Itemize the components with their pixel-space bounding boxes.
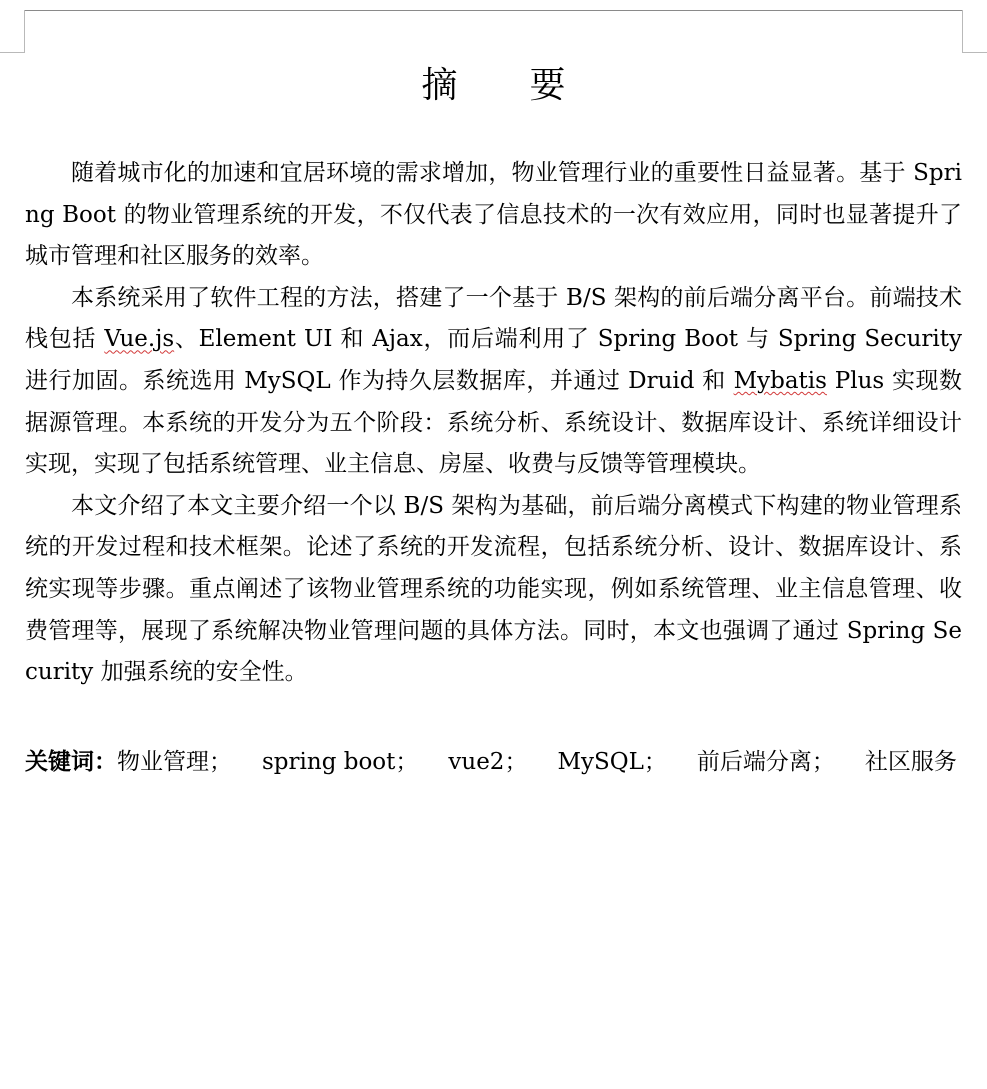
abstract-paragraph-1: 随着城市化的加速和宜居环境的需求增加，物业管理行业的重要性日益显著。基于 Spring Boot 的物业管理系统的开发，不仅代表了信息技术的一次有效应用，同时也显著提升了城市管理和社区服务的效率。 — [25, 160, 962, 270]
header-rule — [25, 10, 962, 11]
abstract-paragraph-2 — [25, 278, 962, 486]
paragraph-2-text-a: 本系统采用了软件工程的方法，搭建了一个基于 B/S 架构的前后端分离平台。前端技术栈包括 — [25, 284, 962, 353]
keywords-line — [25, 740, 962, 784]
keyword-item: 前后端分离； — [696, 749, 835, 775]
keyword-item: 物业管理； — [117, 749, 232, 775]
title-char-1: 摘 — [421, 65, 458, 106]
abstract-body — [25, 153, 962, 694]
paragraph-2-text-b: 、Element UI 和 Ajax，而后端利用了 Spring Boot 与 Spring Security 进行加固。系统选用 MySQL 作为持久层数据库，并通过 Druid 和 — [25, 326, 963, 394]
title-char-2: 要 — [529, 65, 566, 106]
crop-mark-top-left — [0, 10, 25, 53]
paragraph-2-text-c: Plus 实现数据源管理。本系统的开发分为五个阶段：系统分析、系统设计、数据库设计、系统详细设计实现，实现了包括系统管理、业主信息、房屋、收费与反馈等管理模块。 — [25, 367, 963, 478]
keyword-item: spring boot； — [262, 749, 419, 775]
page-title — [25, 60, 962, 112]
keyword-item: 社区服务 — [864, 749, 957, 775]
keywords-label: 关键词： — [25, 749, 117, 775]
crop-mark-top-right — [962, 10, 987, 53]
spellcheck-word-mybatis: Mybatis — [733, 367, 827, 394]
keyword-item: vue2； — [448, 749, 528, 775]
abstract-paragraph-3: 本文介绍了本文主要介绍一个以 B/S 架构为基础，前后端分离模式下构建的物业管理系统的开发过程和技术框架。论述了系统的开发流程，包括系统分析、设计、数据库设计、系统实现等步骤。重点阐述了该物业管理系统的功能实现，例如系统管理、业主信息管理、收费管理等，展现了系统解决物业管理问题的具体方法。同时，本文也强调了通过 Spring Security 加强系统的安全性。 — [25, 492, 962, 686]
keyword-item: MySQL； — [557, 749, 667, 775]
spellcheck-word-vuejs: Vue.js — [104, 326, 175, 353]
